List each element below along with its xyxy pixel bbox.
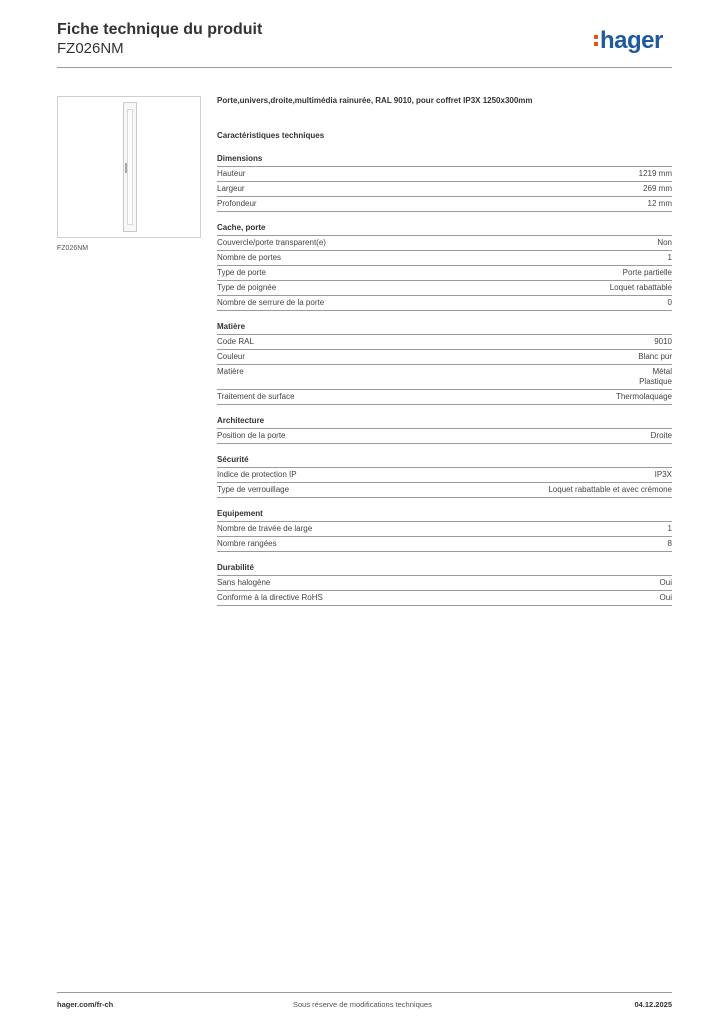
spec-label: Nombre de travée de large (217, 524, 313, 533)
spec-group (217, 455, 672, 498)
spec-value-line: IP3X (654, 470, 672, 479)
spec-value-line: Non (657, 238, 672, 247)
spec-value-line: 9010 (654, 337, 672, 346)
product-image (57, 96, 201, 238)
spec-value-line: Métal (652, 367, 672, 376)
spec-row (217, 296, 672, 311)
spec-value (657, 238, 672, 248)
spec-value-line: 1 (667, 524, 672, 533)
spec-row (217, 251, 672, 266)
spec-row (217, 350, 672, 365)
spec-row (217, 429, 672, 444)
specifications (217, 96, 672, 617)
spec-value (668, 539, 672, 549)
spec-group (217, 563, 672, 606)
spec-value-line: Loquet rabattable et avec crémone (548, 485, 672, 494)
spec-row (217, 390, 672, 405)
spec-label: Conforme à la directive RoHS (217, 593, 323, 602)
spec-row (217, 197, 672, 212)
spec-group (217, 509, 672, 552)
spec-label: Type de verrouillage (217, 485, 290, 494)
door-handle-icon (125, 163, 127, 173)
spec-group (217, 154, 672, 212)
spec-row (217, 483, 672, 498)
spec-row (217, 335, 672, 350)
spec-value (548, 485, 672, 495)
spec-label: Nombre rangées (217, 539, 277, 548)
spec-row (217, 236, 672, 251)
spec-value-line: Porte partielle (622, 268, 672, 277)
spec-label: Indice de protection IP (217, 470, 297, 479)
spec-value-line: 8 (667, 539, 672, 548)
hager-logo[interactable] (594, 27, 663, 57)
spec-row (217, 576, 672, 591)
spec-label: Code RAL (217, 337, 254, 346)
spec-label: Traitement de surface (217, 392, 295, 401)
spec-row (217, 537, 672, 552)
spec-value-line: Plastique (639, 377, 672, 386)
spec-group (217, 223, 672, 311)
spec-group-title: Durabilité (217, 563, 672, 576)
spec-label: Sans halogène (217, 578, 271, 587)
spec-label: Profondeur (217, 199, 257, 208)
spec-label: Nombre de serrure de la porte (217, 298, 325, 307)
spec-value (668, 253, 672, 263)
spec-label: Largeur (217, 184, 245, 193)
spec-value (639, 169, 672, 179)
spec-value (638, 352, 672, 362)
spec-value-line: 0 (667, 298, 672, 307)
image-caption: FZ026NM (57, 245, 89, 252)
spec-value (648, 199, 672, 209)
spec-value (654, 337, 672, 347)
spec-row (217, 182, 672, 197)
footer-disclaimer: Sous réserve de modifications techniques (293, 1000, 432, 1009)
logo-dots-icon (594, 32, 598, 48)
spec-row (217, 468, 672, 483)
spec-group-title: Dimensions (217, 154, 672, 167)
spec-value (660, 593, 672, 603)
spec-group (217, 416, 672, 444)
page-title: Fiche technique du produit (57, 21, 263, 38)
spec-value-line: 1 (667, 253, 672, 262)
spec-row (217, 266, 672, 281)
spec-group-title: Sécurité (217, 455, 672, 468)
spec-group (217, 322, 672, 405)
spec-row (217, 365, 672, 390)
spec-group-title: Equipement (217, 509, 672, 522)
spec-label: Hauteur (217, 169, 246, 178)
spec-label: Couvercle/porte transparent(e) (217, 238, 326, 247)
spec-row (217, 167, 672, 182)
spec-value-line: Oui (659, 578, 672, 587)
spec-value (668, 524, 672, 534)
spec-value-line: Oui (659, 593, 672, 602)
spec-value (668, 298, 672, 308)
spec-value-line: 269 mm (643, 184, 672, 193)
spec-value (660, 578, 672, 588)
spec-group-title: Architecture (217, 416, 672, 429)
spec-value (655, 470, 672, 480)
spec-value-line: Thermolaquage (615, 392, 672, 401)
spec-value (643, 184, 672, 194)
spec-value (639, 367, 672, 387)
spec-row (217, 281, 672, 296)
logo-text: hager (600, 27, 663, 54)
spec-label: Position de la porte (217, 431, 286, 440)
footer-website-link[interactable]: hager.com/fr-ch (57, 1000, 114, 1009)
footer-date: 04.12.2025 (634, 1000, 672, 1009)
spec-row (217, 522, 672, 537)
spec-value-line: Loquet rabattable (609, 283, 672, 292)
spec-label: Type de poignée (217, 283, 277, 292)
header-divider (57, 67, 672, 68)
spec-value (610, 283, 672, 293)
spec-value-line: 1219 mm (638, 169, 672, 178)
spec-label: Nombre de portes (217, 253, 282, 262)
spec-value-line: 12 mm (647, 199, 672, 208)
spec-value-line: Blanc pur (638, 352, 672, 361)
spec-group-title: Matière (217, 322, 672, 335)
spec-value (623, 268, 672, 278)
spec-label: Matière (217, 367, 244, 376)
product-code: FZ026NM (57, 40, 124, 57)
spec-groups (217, 154, 672, 606)
spec-value (651, 431, 672, 441)
door-illustration (123, 102, 137, 232)
spec-value-line: Droite (650, 431, 672, 440)
section-label: Caractéristiques techniques (217, 131, 325, 140)
spec-value (616, 392, 672, 402)
door-panel (127, 109, 133, 225)
spec-label: Couleur (217, 352, 246, 361)
product-description: Porte,univers,droite,multimédia rainurée, RAL 9010, pour coffret IP3X 1250x300mm (217, 96, 533, 105)
spec-label: Type de porte (217, 268, 266, 277)
footer (57, 992, 672, 1013)
spec-group-title: Cache, porte (217, 223, 672, 236)
spec-row (217, 591, 672, 606)
